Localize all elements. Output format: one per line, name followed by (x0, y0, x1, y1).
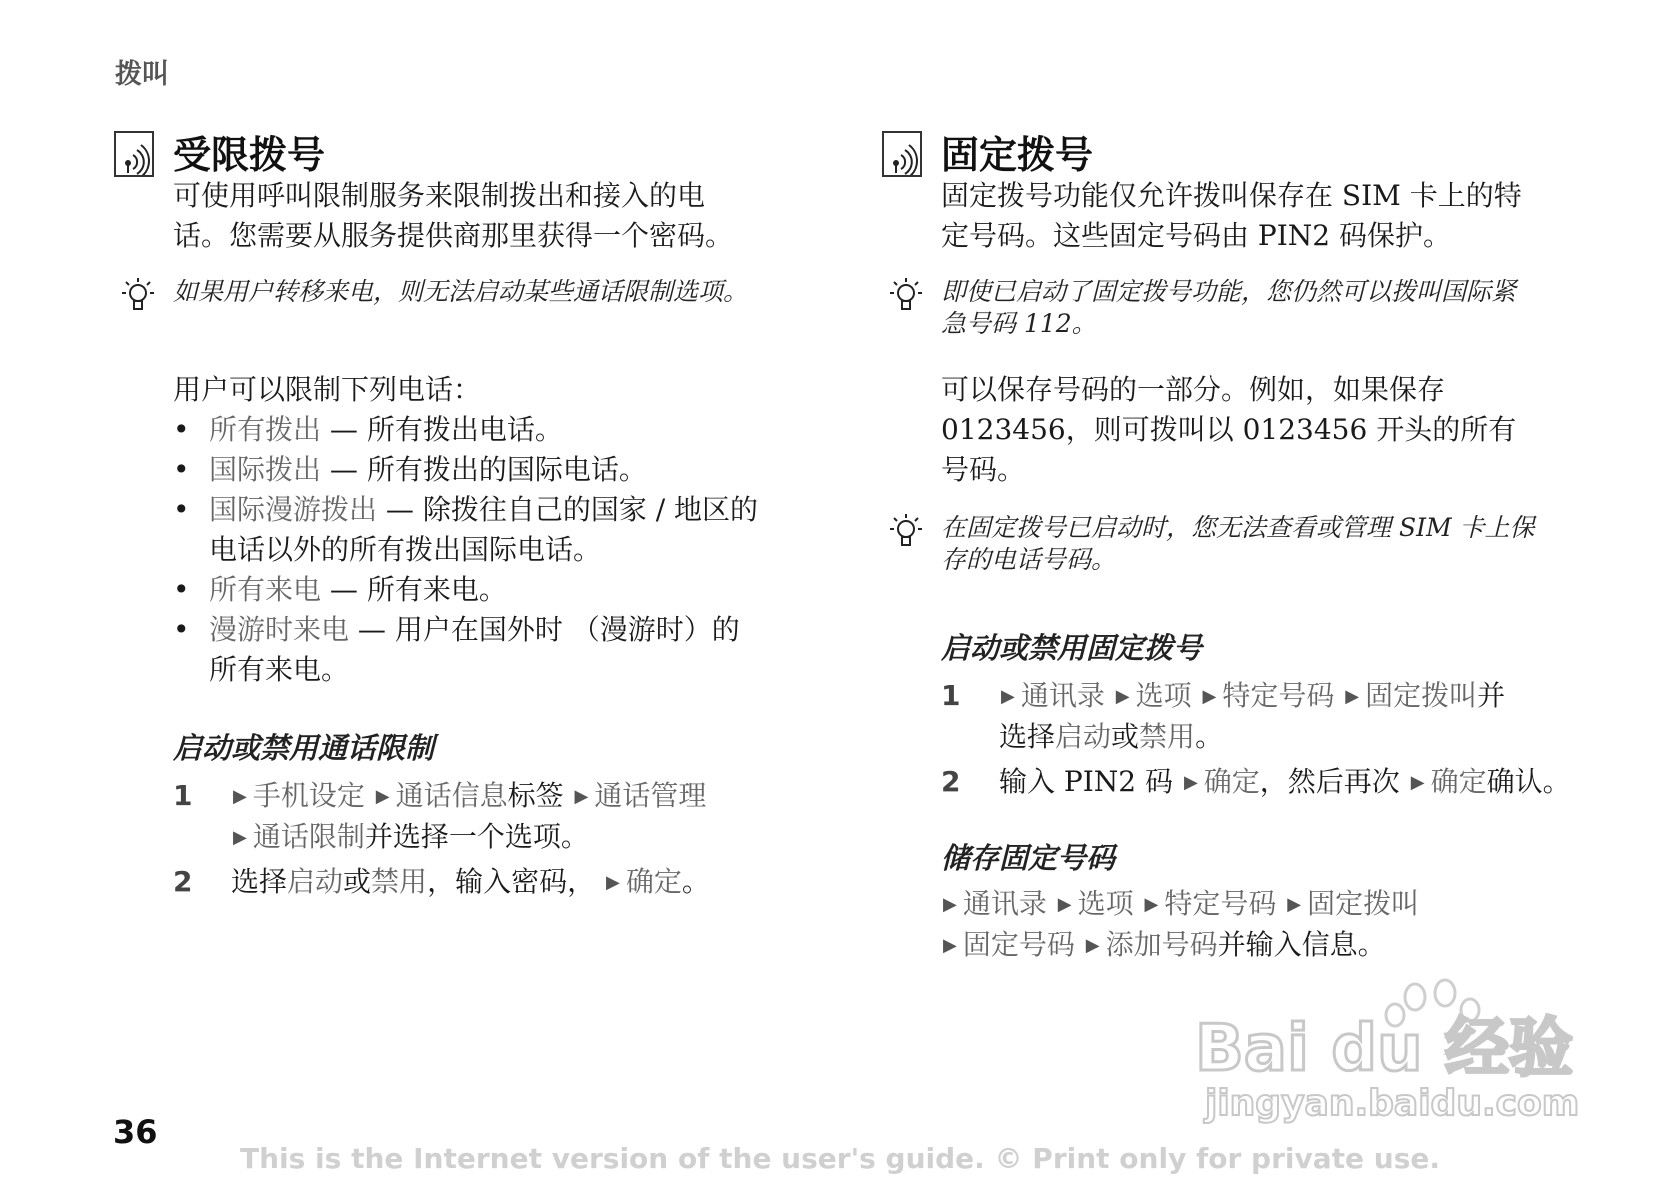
subheading: 启动或禁用通话限制 (173, 731, 435, 765)
step-number: 1 (173, 779, 193, 812)
step-text: 选择 (999, 720, 1056, 753)
list-item-desc: — 所有拨出电话。 (321, 413, 563, 446)
tip-text: 即使已启动了固定拨号功能，您仍然可以拨叫国际紧 急号码 112。 (941, 277, 1517, 338)
tip-bulb-icon (886, 512, 926, 552)
restriction-list (173, 410, 833, 690)
step-text: 选择 (231, 865, 288, 898)
section-title: 受限拨号 (173, 133, 326, 177)
menu-path-item: 手机设定 (252, 779, 365, 812)
section-title: 固定拨号 (941, 133, 1094, 177)
list-item: • 国际拨出 — 所有拨出的国际电话。 (173, 453, 647, 486)
list-item-term: 所有拨出 (209, 413, 322, 446)
menu-path-item: 通话信息 (395, 779, 508, 812)
menu-path-item: 选项 (1077, 887, 1134, 920)
menu-path-item: 添加号码 (1105, 928, 1218, 961)
list-item: • 所有来电 — 所有来电。 (173, 573, 507, 606)
menu-arrow-icon: ▶ (1410, 772, 1425, 793)
list-item-term: 国际拨出 (209, 453, 322, 486)
menu-path-item: 选项 (1135, 679, 1192, 712)
list-intro: 用户可以限制下列电话： (173, 373, 482, 406)
menu-path-item: 固定号码 (962, 928, 1075, 961)
step-text: 标签 (507, 779, 564, 812)
step-text: 。 (1195, 720, 1224, 753)
menu-arrow-icon: ▶ (233, 786, 247, 807)
section-header: 拨叫 (115, 59, 169, 90)
menu-path-item: 通讯录 (962, 887, 1047, 920)
menu-arrow-icon: ▶ (1001, 686, 1015, 707)
menu-path-item: 禁用 (1139, 720, 1196, 753)
tip-bulb-icon (118, 276, 158, 316)
menu-arrow-icon: ▶ (943, 935, 957, 956)
menu-arrow-icon: ▶ (1057, 894, 1072, 915)
footer-notice: This is the Internet version of the user's guide. © Print only for private use. (240, 1142, 1440, 1175)
menu-arrow-icon: ▶ (1183, 772, 1198, 793)
intro-paragraph: 可使用呼叫限制服务来限制拨出和接入的电 话。您需要从服务提供商那里获得一个密码。 (173, 179, 734, 252)
list-item-term: 国际漫游拨出 (209, 493, 378, 526)
menu-path-item: 特定号码 (1164, 887, 1277, 920)
store-steps (941, 884, 1621, 964)
list-item: • 漫游时来电 — 用户在国外时 （漫游时）的 所有来电。 (173, 613, 740, 686)
menu-arrow-icon: ▶ (1287, 894, 1302, 915)
list-item-desc: — 用户在国外时 （漫游时）的 所有来电。 (209, 613, 740, 686)
menu-arrow-icon: ▶ (1202, 686, 1217, 707)
menu-arrow-icon: ▶ (1144, 894, 1159, 915)
menu-arrow-icon: ▶ (1115, 686, 1130, 707)
step-text: 。 (681, 865, 710, 898)
menu-arrow-icon: ▶ (1085, 935, 1100, 956)
menu-arrow-icon: ▶ (1345, 686, 1360, 707)
network-service-icon (882, 131, 922, 177)
list-item: • 国际漫游拨出 — 除拨往自己的国家 / 地区的 电话以外的所有拨出国际电话。 (173, 493, 759, 566)
step-text: 或 (343, 865, 372, 898)
tip-text: 如果用户转移来电，则无法启动某些通话限制选项。 (173, 277, 749, 306)
tip-bulb-icon (886, 276, 926, 316)
list-item-desc: — 所有来电。 (321, 573, 507, 606)
step-number: 2 (941, 765, 961, 798)
menu-path-item: 固定拨叫 (1307, 887, 1420, 920)
step-text: 并选择一个选项。 (364, 820, 589, 853)
menu-path-item: 通话限制 (252, 820, 365, 853)
step-text: 并输入信息。 (1217, 928, 1386, 961)
step-text: ，输入密码， (427, 865, 596, 898)
intro-paragraph: 固定拨号功能仅允许拨叫保存在 SIM 卡上的特 定号码。这些固定号码由 PIN2 码保护。 (941, 179, 1522, 252)
list-item-term: 漫游时来电 (209, 613, 350, 646)
baidu-jingyan-watermark (1195, 975, 1595, 1125)
menu-path-item: 启动 (1055, 720, 1112, 753)
list-item: • 所有拨出 — 所有拨出电话。 (173, 413, 563, 446)
list-item-desc: — 除拨往自己的国家 / 地区的 电话以外的所有拨出国际电话。 (209, 493, 759, 566)
watermark-brand: Bai du 经验 (1195, 1012, 1573, 1086)
list-item-term: 所有来电 (209, 573, 322, 606)
menu-path-item: 确定 (1430, 765, 1487, 798)
step-1 (941, 676, 1621, 756)
menu-path-item: 确定 (625, 865, 682, 898)
menu-path-item: 通话管理 (594, 779, 707, 812)
step-2 (173, 862, 813, 902)
subheading: 启动或禁用固定拨号 (941, 631, 1203, 665)
network-service-icon (114, 131, 154, 177)
menu-path-item: 固定拨叫 (1365, 679, 1478, 712)
step-text: 或 (1111, 720, 1140, 753)
step-number: 2 (173, 865, 193, 898)
menu-path-item: 确定 (1203, 765, 1260, 798)
menu-path-item: 特定号码 (1222, 679, 1335, 712)
menu-arrow-icon: ▶ (233, 827, 247, 848)
menu-arrow-icon: ▶ (943, 894, 957, 915)
subheading: 储存固定号码 (941, 841, 1116, 875)
menu-arrow-icon: ▶ (605, 872, 620, 893)
menu-arrow-icon: ▶ (574, 786, 589, 807)
body-paragraph: 可以保存号码的一部分。例如，如果保存 0123456，则可拨叫以 0123456 开头的所有 号码。 (941, 373, 1517, 486)
page-number: 36 (113, 1113, 158, 1151)
list-item-desc: — 所有拨出的国际电话。 (321, 453, 647, 486)
step-1 (173, 776, 813, 856)
menu-arrow-icon: ▶ (375, 786, 390, 807)
menu-path-item: 通讯录 (1020, 679, 1105, 712)
menu-path-item: 启动 (287, 865, 344, 898)
step-text: 确认。 (1486, 765, 1571, 798)
step-number: 1 (941, 679, 961, 712)
step-text: ，然后再次 (1259, 765, 1400, 798)
menu-path-item: 禁用 (371, 865, 428, 898)
step-2 (941, 762, 1641, 802)
tip-text: 在固定拨号已启动时，您无法查看或管理 SIM 卡上保 存的电话号码。 (941, 513, 1535, 574)
step-text: 输入 PIN2 码 (999, 765, 1174, 798)
step-text: 并 (1477, 679, 1506, 712)
watermark-url: jingyan.baidu.com (1205, 1083, 1580, 1124)
